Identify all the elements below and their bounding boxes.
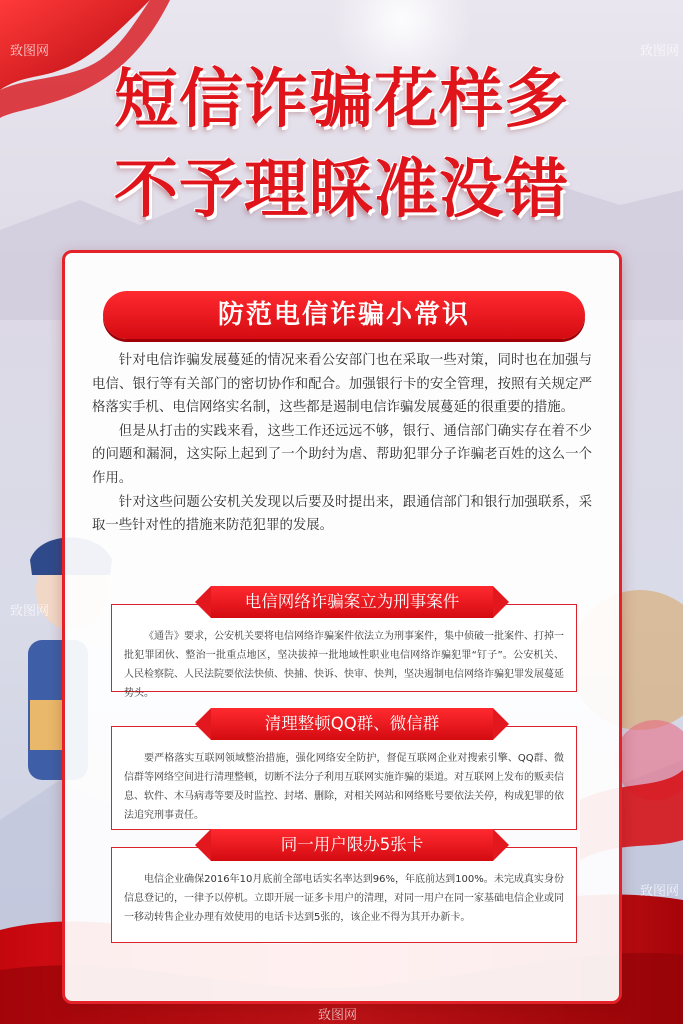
section-text: 《通告》要求，公安机关要将电信网络诈骗案件依法立为刑事案件，集中侦破一批案件、打掉一批犯罪团伙、整治一批重点地区，坚决拔掉一批地域性职业电信网络诈骗犯罪“钉子”。公安机关、人民检察院、人民法院要依法快侦、快捕、快诉、快审、快判，坚决遏制电信网络诈骗犯罪发展蔓延势头。 xyxy=(124,631,564,699)
watermark-middle-left: 致图网 xyxy=(10,604,50,619)
section-body-five-cards xyxy=(111,847,577,943)
headline-line-1: 短信诈骗花样多 xyxy=(114,63,569,137)
watermark-middle-right: 致图网 xyxy=(640,884,680,899)
watermark-bottom-center: 致图网 xyxy=(318,1008,358,1023)
section-title-five-cards: 同一用户限办5张卡 xyxy=(211,829,493,861)
intro-paragraph: 针对这些问题公安机关发现以后要及时提出来，跟通信部门和银行加强联系，采取一些针对性的措施来防范犯罪的发展。 xyxy=(92,494,592,534)
intro-paragraph: 但是从打击的实践来看，这些工作还远远不够，银行、通信部门确实存在着不少的问题和漏洞，这实际上起到了一个助纣为虐、帮助犯罪分子诈骗老百姓的这么一个作用。 xyxy=(92,423,592,486)
intro-paragraph: 针对电信诈骗发展蔓延的情况来看公安部门也在采取一些对策，同时也在加强与电信、银行等有关部门的密切协作和配合。加强银行卡的安全管理，按照有关规定严格落实手机、电信网络实名制，这些都是遏制电信诈骗发展蔓延的很重要的措施。 xyxy=(92,353,592,416)
section-body-qq-wechat xyxy=(111,726,577,830)
content-card xyxy=(62,250,622,1004)
intro-text xyxy=(92,349,592,538)
card-banner-title: 防范电信诈骗小常识 xyxy=(103,291,585,339)
watermark-top-left: 致图网 xyxy=(10,44,50,59)
headline-line-2: 不予理睬准没错 xyxy=(114,153,569,227)
section-text: 要严格落实互联网领域整治措施，强化网络安全防护，督促互联网企业对搜索引擎、QQ群、微信群等网络空间进行清理整顿，切断不法分子利用互联网实施诈骗的渠道。对互联网上发布的贩卖信息、软件、木马病毒等要及时监控、封堵、删除，对相关网站和网络账号要依法关停，构成犯罪的依法追究刑事责任。 xyxy=(124,753,564,821)
section-title-criminal-cases: 电信网络诈骗案立为刑事案件 xyxy=(211,586,493,618)
watermark-top-right: 致图网 xyxy=(640,44,680,59)
section-title-qq-wechat: 清理整顿QQ群、微信群 xyxy=(211,708,493,740)
section-text: 电信企业确保2016年10月底前全部电话实名率达到96%，年底前达到100%。未完成真实身份信息登记的，一律予以停机。立即开展一证多卡用户的清理，对同一用户在同一家基础电信企业或同一移动转售企业办理有效使用的电话卡达到5张的，该企业不得为其开办新卡。 xyxy=(124,874,564,923)
